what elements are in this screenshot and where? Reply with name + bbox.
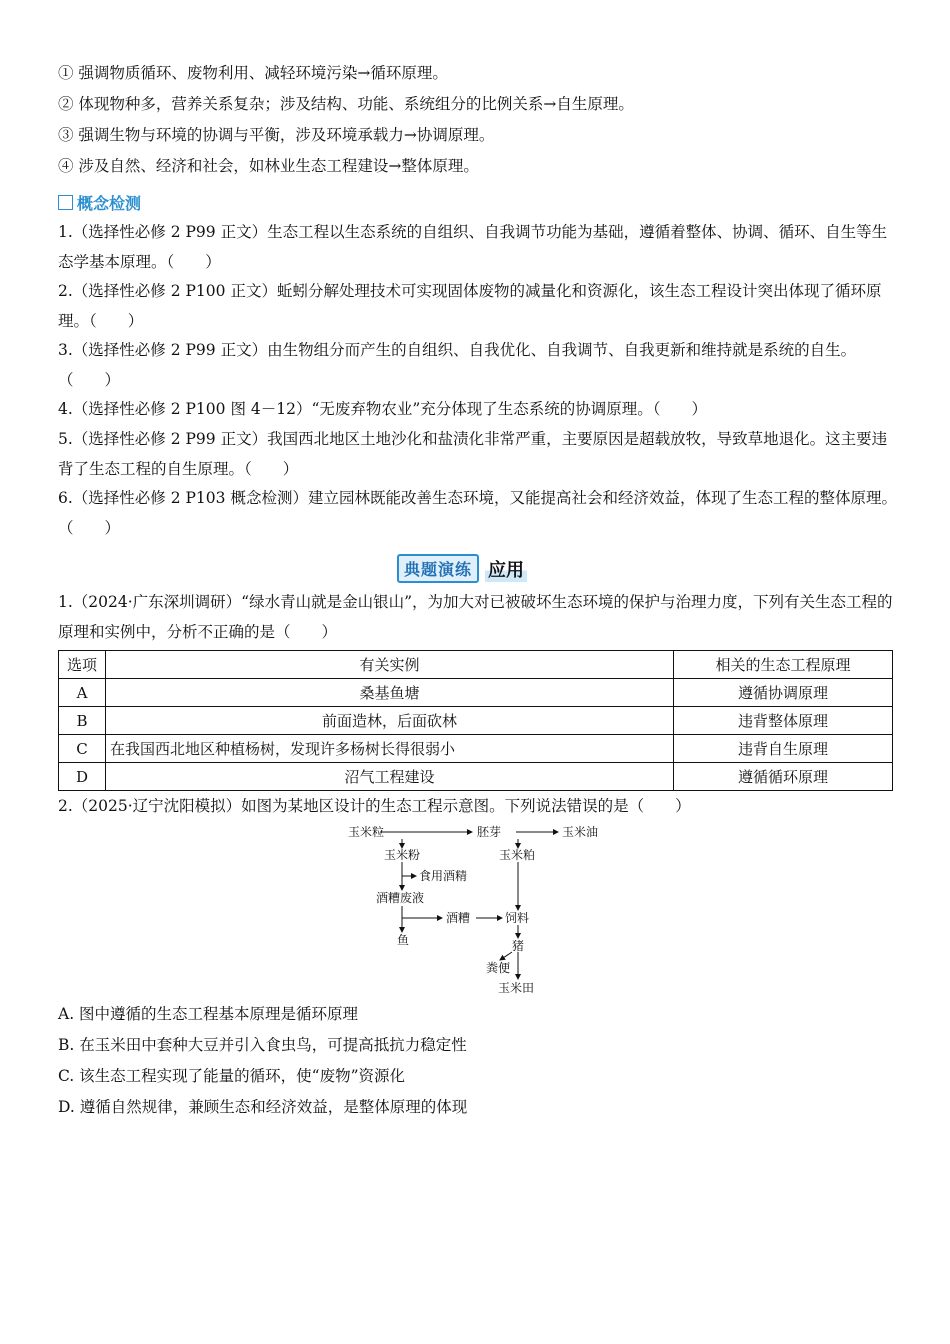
node-corn-flour: 玉米粉 — [384, 848, 421, 862]
node-feed: 饲料 — [505, 911, 530, 925]
example-cell: 桑基鱼塘 — [106, 679, 674, 707]
header-cell: 有关实例 — [106, 651, 674, 679]
principle-cell: 遵循循环原理 — [674, 763, 893, 791]
principle-4: ④ 涉及自然、经济和社会，如林业生态工程建设→整体原理。 — [58, 157, 479, 175]
node-pig: 猪 — [512, 939, 525, 953]
ecology-flow-diagram — [340, 822, 610, 997]
option-letter: B — [59, 707, 106, 735]
node-fish: 鱼 — [397, 933, 410, 947]
option-letter: C — [59, 735, 106, 763]
table-row — [59, 707, 893, 735]
header-cell: 选项 — [59, 651, 106, 679]
principle-cell: 违背整体原理 — [674, 707, 893, 735]
arrow-pig-to-manure — [500, 952, 512, 960]
q1-table — [58, 650, 893, 791]
node-cornfield: 玉米田 — [498, 981, 535, 995]
option-letter: A — [59, 679, 106, 707]
example-cell: 沼气工程建设 — [106, 763, 674, 791]
option-letter: D — [59, 763, 106, 791]
header-cell: 相关的生态工程原理 — [674, 651, 893, 679]
node-germ: 胚芽 — [477, 825, 502, 839]
banner-apply: 应用 — [485, 556, 527, 582]
principle-cell: 遵循协调原理 — [674, 679, 893, 707]
table-row — [59, 763, 893, 791]
node-corn-meal: 玉米粕 — [499, 848, 536, 862]
table-row — [59, 735, 893, 763]
principle-3: ③ 强调生物与环境的协调与平衡，涉及环境承载力→协调原理。 — [58, 126, 495, 144]
node-manure: 粪便 — [486, 961, 511, 975]
table-header-row — [59, 651, 893, 679]
example-cell: 前面造林，后面砍林 — [106, 707, 674, 735]
principle-2: ② 体现物种多，营养关系复杂；涉及结构、功能、系统组分的比例关系→自生原理。 — [58, 95, 634, 113]
table-row — [59, 679, 893, 707]
checkbox-square-icon — [58, 195, 73, 210]
banner-label: 典题演练 — [397, 554, 479, 583]
concept-item-4: 4.（选择性必修 2 P100 图 4－12）“无废弃物农业”充分体现了生态系统的协调原理。（ ） — [58, 400, 708, 418]
concept-item-2: 2.（选择性必修 2 P100 正文）蚯蚓分解处理技术可实现固体废物的减量化和资源化，该生态工程设计突出体现了循环原理。（ ） — [58, 282, 882, 330]
q2-option-a[interactable]: A. 图中遵循的生态工程基本原理是循环原理 — [58, 1005, 359, 1023]
concept-check-title: 概念检测 — [77, 194, 142, 213]
principle-1: ① 强调物质循环、废物利用、减轻环境污染→循环原理。 — [58, 64, 448, 82]
node-corn-oil: 玉米油 — [562, 825, 599, 839]
q1-stem: 1.（2024·广东深圳调研）“绿水青山就是金山银山”，为加大对已被破坏生态环境的保护与治理力度，下列有关生态工程的原理和实例中，分析不正确的是（ ） — [58, 593, 893, 641]
example-cell: 在我国西北地区种植杨树，发现许多杨树长得很弱小 — [106, 735, 674, 763]
concept-check-heading — [58, 191, 141, 214]
node-edible-alcohol: 食用酒精 — [419, 869, 468, 883]
node-distillers-grains: 酒糟 — [446, 911, 471, 925]
concept-item-3: 3.（选择性必修 2 P99 正文）由生物组分而产生的自组织、自我优化、自我调节、自我更新和维持就是系统的自生。（ ） — [58, 341, 857, 389]
practice-banner — [397, 554, 527, 583]
q2-stem: 2.（2025·辽宁沈阳模拟）如图为某地区设计的生态工程示意图。下列说法错误的是（ ） — [58, 797, 691, 815]
concept-item-5: 5.（选择性必修 2 P99 正文）我国西北地区土地沙化和盐渍化非常严重，主要原因是超载放牧，导致草地退化。这主要违背了生态工程的自生原理。（ ） — [58, 430, 888, 478]
concept-item-1: 1.（选择性必修 2 P99 正文）生态工程以生态系统的自组织、自我调节功能为基础，遵循着整体、协调、循环、自生等生态学基本原理。（ ） — [58, 223, 888, 271]
principle-cell: 违背自生原理 — [674, 735, 893, 763]
node-corn-grain: 玉米粒 — [348, 825, 385, 839]
concept-item-6: 6.（选择性必修 2 P103 概念检测）建立园林既能改善生态环境，又能提高社会和经济效益，体现了生态工程的整体原理。（ ） — [58, 489, 897, 537]
q2-option-d[interactable]: D. 遵循自然规律，兼顾生态和经济效益，是整体原理的体现 — [58, 1098, 468, 1116]
q2-option-b[interactable]: B. 在玉米田中套种大豆并引入食虫鸟，可提高抵抗力稳定性 — [58, 1036, 467, 1054]
node-distillers-liquor: 酒糟废液 — [376, 891, 425, 905]
q2-option-c[interactable]: C. 该生态工程实现了能量的循环，使“废物”资源化 — [58, 1067, 406, 1085]
